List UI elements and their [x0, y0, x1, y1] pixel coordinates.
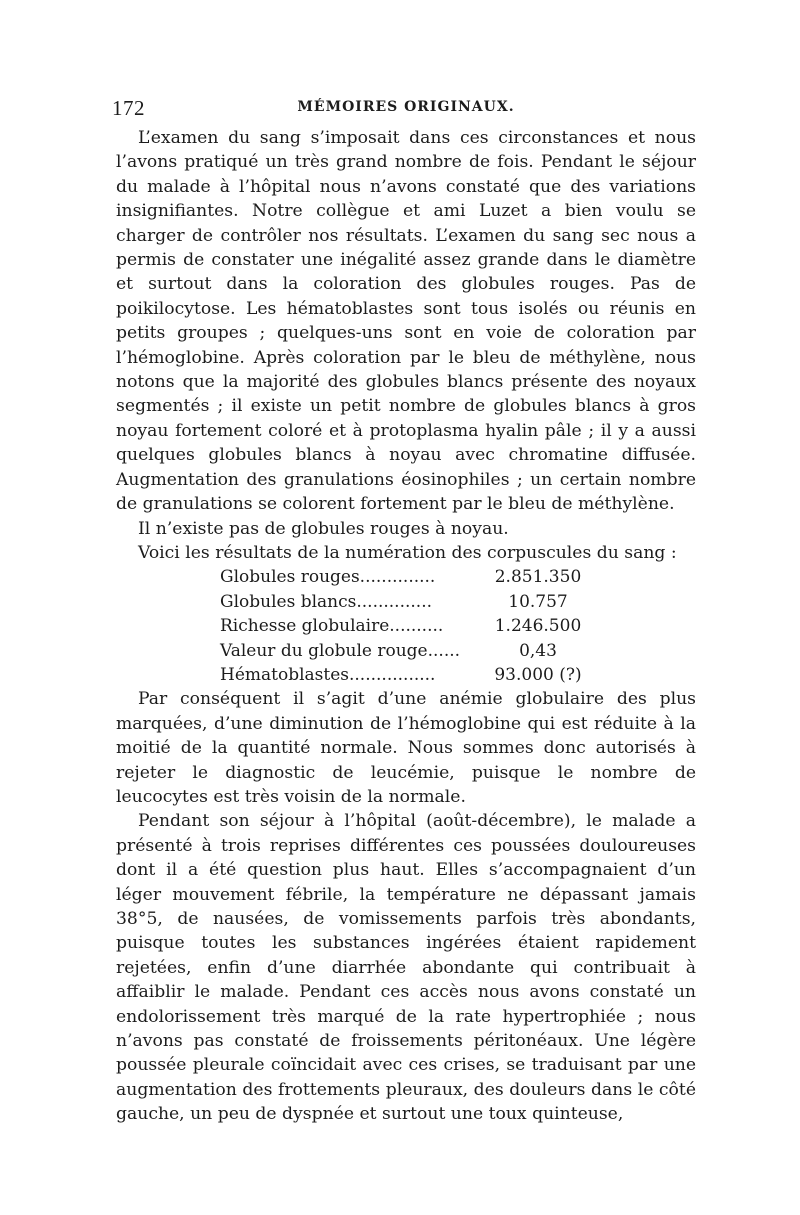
result-value: 93.000 (?) [494, 664, 582, 685]
result-label: Globules blancs.............. [220, 591, 433, 612]
result-label: Globules rouges.............. [220, 567, 436, 588]
table-row [220, 614, 588, 638]
table-row [220, 565, 588, 589]
running-title: MÉMOIRES ORIGINAUX. [297, 99, 515, 115]
table-row [220, 590, 588, 614]
paragraph-conclusion: Par conséquent il s’agit d’une anémie globulaire des plus marquées, d’une diminution de l’hémoglobine qui est réduite à la moitié de la quantité normale. Nous sommes donc autorisés à rejeter le diagnostic de leucémie, puisque le nombre de leucocytes est très voisin de la normale. [116, 689, 696, 807]
table-row [220, 663, 588, 687]
result-label: Richesse globulaire.......... [220, 616, 444, 637]
result-value: 2.851.350 [494, 567, 582, 588]
paragraph-results-intro: Voici les résultats de la numération des corpuscules du sang : [138, 542, 677, 563]
page-number: 172 [112, 96, 145, 120]
blood-count-table [220, 565, 588, 687]
result-label: Hématoblastes................ [220, 664, 436, 685]
result-value: 0,43 [519, 640, 557, 661]
result-value: 10.757 [508, 591, 568, 612]
paragraph-no-nucleated-cells: Il n’existe pas de globules rouges à noyau. [138, 518, 509, 539]
page-header [112, 96, 696, 122]
paragraph-hospital-stay: Pendant son séjour à l’hôpital (août-décembre), le malade a présenté à trois reprises différentes ces poussées douloureuses dont il a été question plus haut. Elles s’accompagnaient d’un léger mouvement fébrile, la température ne dépassant jamais 38°5, de nausées, de vomissements parfois très abondants, puisque toutes les substances ingérées étaient rapidement rejetées, enfin d’une diarrhée abondante qui contribuait à affaiblir le malade. Pendant ces accès nous avons constaté un endolorissement très marqué de la rate hypertrophiée ; nous n’avons pas constaté de froissements péritonéaux. Une légère poussée pleurale coïncidait avec ces crises, se traduisant par une augmentation des frottements pleuraux, des douleurs dans le côté gauche, un peu de dyspnée et surtout une toux quinteuse, [116, 811, 696, 1125]
result-value: 1.246.500 [494, 616, 582, 637]
book-page [112, 96, 696, 1127]
paragraph-blood-exam: L’examen du sang s’imposait dans ces circonstances et nous l’avons pratiqué un très grand nombre de fois. Pendant le séjour du malade à l’hôpital nous n’avons constaté que des variations insignifiantes. Notre collègue et ami Luzet a bien voulu se charger de contrôler nos résultats. L’examen du sang sec nous a permis de constater une inégalité assez grande dans le diamètre et surtout dans la coloration des globules rouges. Pas de poikilocytose. Les hématoblastes sont tous isolés ou réunis en petits groupes ; quelques-uns sont en voie de coloration par l’hémoglobine. Après coloration par le bleu de méthylène, nous notons que la majorité des globules blancs présente des noyaux segmentés ; il existe un petit nombre de globules blancs à gros noyau fortement coloré et à protoplasma hyalin pâle ; il y a aussi quelques globules blancs à noyau avec chromatine diffusée. Augmentation des granulations éosinophiles ; un certain nombre de granulations se colorent fortement par le bleu de méthylène. [116, 128, 696, 515]
table-row [220, 639, 588, 663]
result-label: Valeur du globule rouge...... [220, 640, 461, 661]
